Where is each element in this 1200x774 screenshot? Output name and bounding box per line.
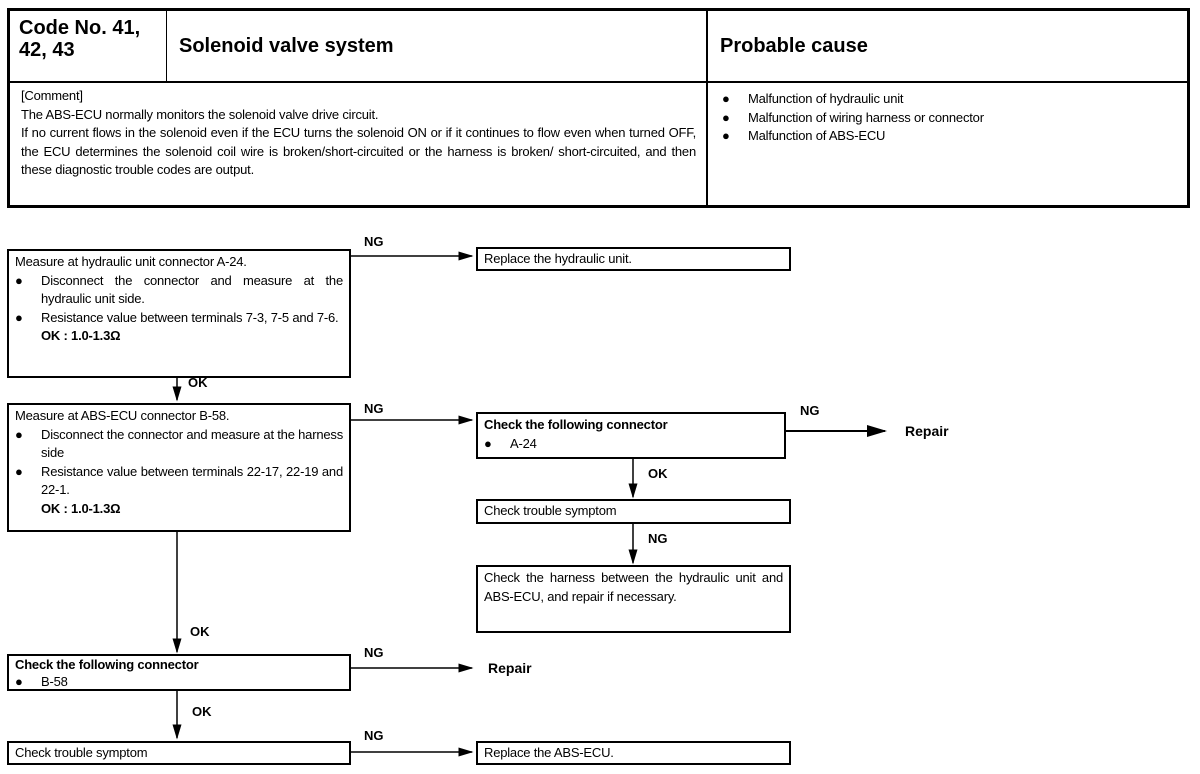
step-check-connector-b58 [7,654,351,691]
result-repair: Repair [488,660,532,676]
ok-label: OK [188,375,208,390]
page-title: Solenoid valve system [179,35,394,57]
step-bullet-text: B-58 [41,673,68,689]
step-check-connector-a24 [476,412,786,459]
step-bullet: ● A-24 [484,435,778,454]
cause-text: Malfunction of wiring harness or connector [748,109,984,125]
ok-label: OK [192,704,212,719]
step-bullet: ● Disconnect the connector and measure at the hydraulic unit side. [15,272,343,309]
ok-label: OK [190,624,210,639]
step-bullet-text: Disconnect the connector and measure at the harness side [41,426,343,460]
ng-label: NG [364,401,384,416]
cause-text: Malfunction of ABS-ECU [748,128,886,143]
step-bullet-text: Resistance value between terminals 22-17, 22-19 and 22-1. [41,463,343,497]
step-measure-abs-ecu [7,403,351,532]
step-bullet-text: A-24 [510,435,537,451]
comment-line: The ABS-ECU normally monitors the solenoid valve drive circuit. [21,106,379,122]
comment-label: [Comment] [21,88,83,103]
result-replace-hydraulic-unit: Replace the hydraulic unit. [476,247,791,271]
result-check-harness: Check the harness between the hydraulic unit and ABS-ECU, and repair if necessary. [476,565,791,633]
cause-title: Probable cause [720,35,868,57]
step-bullet: ● Resistance value between terminals 7-3, 7-5 and 7-6. [15,309,343,328]
cause-text: Malfunction of hydraulic unit [748,91,904,106]
step-bullet: ● Resistance value between terminals 22-17, 22-19 and 22-1. [15,463,343,500]
step-bullet: ● Disconnect the connector and measure at the harness side [15,426,343,463]
step-title: Measure at hydraulic unit connector A-24. [15,254,247,269]
ng-label: NG [364,645,384,660]
step-bullet: ● B-58 [15,673,68,689]
step-bullet-text: Disconnect the connector and measure at the hydraulic unit side. [41,272,343,306]
ng-label: NG [364,728,384,743]
cause-item: ● Malfunction of ABS-ECU [722,127,1187,146]
step-title: Measure at ABS-ECU connector B-58. [15,408,230,423]
step-title: Check the following connector [15,657,199,672]
step-measure-hydraulic-unit [7,249,351,378]
ng-label: NG [648,531,668,546]
step-ok-spec: OK : 1.0-1.3Ω [41,328,121,343]
ng-label: NG [800,403,820,418]
step-ok-spec: OK : 1.0-1.3Ω [41,500,121,516]
step-bullet-text: Resistance value between terminals 7-3, 7-5 and 7-6. [41,309,339,325]
step-check-trouble-symptom: Check trouble symptom [476,499,791,524]
cause-item: ● Malfunction of hydraulic unit [722,90,1187,109]
result-repair: Repair [905,423,949,439]
code-line-1: Code No. 41, [19,17,141,39]
code-line-2: 42, 43 [19,39,75,61]
step-title: Check the following connector [484,417,668,432]
ng-label: NG [364,234,384,249]
comment-line: If no current flows in the solenoid even if the ECU turns the solenoid ON or if it continues to flow even when turned OFF, the ECU determines the solenoid coil wire is broken/short-circuited or the harness is broken/ short-circuited, and then these diagnostic trouble codes are output. [21,125,696,177]
cause-item: ● Malfunction of wiring harness or connector [722,109,1187,128]
step-check-trouble-symptom-final: Check trouble symptom [7,741,351,765]
result-replace-abs-ecu: Replace the ABS-ECU. [476,741,791,765]
ok-label: OK [648,466,668,481]
